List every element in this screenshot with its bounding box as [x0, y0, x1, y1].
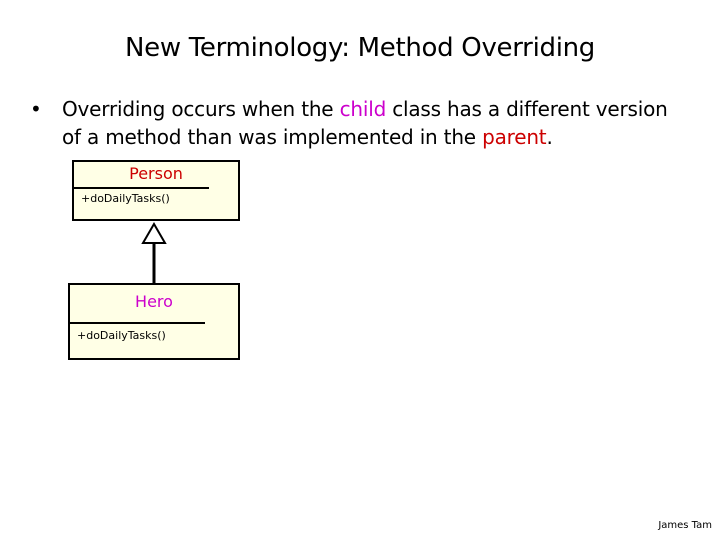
child-keyword: child [339, 97, 387, 121]
uml-method: +doDailyTasks() [81, 192, 170, 205]
parent-keyword: parent [482, 125, 547, 149]
bullet-text-part-1: Overriding occurs when the [62, 97, 340, 121]
uml-class-hero [68, 283, 240, 360]
bullet-dot-icon: • [30, 97, 42, 121]
uml-method: +doDailyTasks() [77, 329, 166, 342]
uml-class-person [72, 160, 240, 221]
inheritance-arrowhead [143, 224, 165, 243]
bullet-text-part-2: class has a different version of a method than was implemented in the [62, 97, 668, 149]
uml-class-name: Hero [135, 292, 173, 311]
inheritance-arrow-icon [134, 221, 174, 285]
footer-author: James Tam [658, 520, 712, 531]
bullet-text-part-3: . [546, 125, 553, 149]
bullet-text [62, 95, 690, 151]
slide-title: New Terminology: Method Overriding [124, 33, 596, 63]
uml-class-name: Person [129, 164, 183, 183]
bullet-point [30, 95, 690, 151]
